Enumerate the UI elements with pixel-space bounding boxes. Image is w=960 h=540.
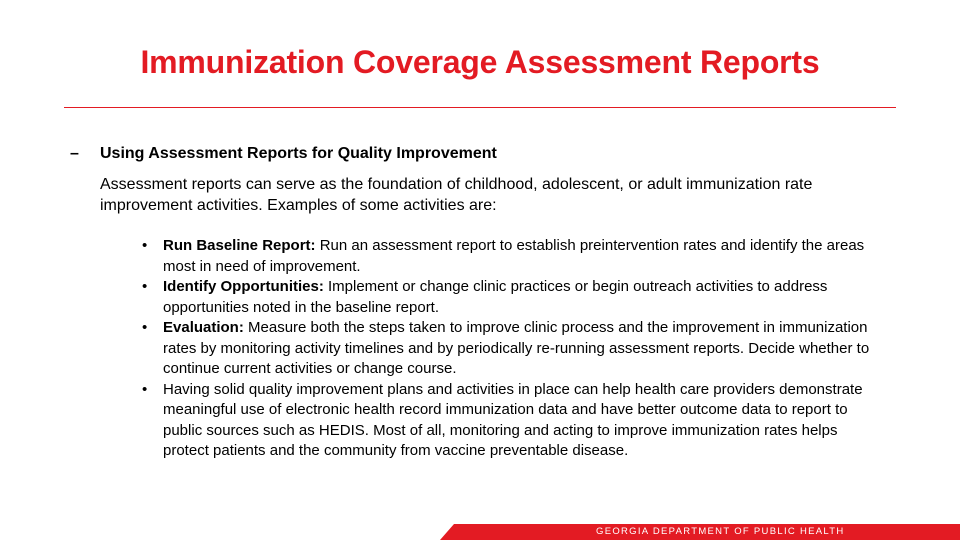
intro-paragraph: Assessment reports can serve as the foundation of childhood, adolescent, or adult immunization rate improvement activities. Examples of some activities are: (100, 176, 813, 214)
bullet-icon: • (142, 380, 148, 398)
list-item (142, 236, 887, 277)
section-heading-text: Using Assessment Reports for Quality Improvement (100, 145, 497, 162)
page-title: Immunization Coverage Assessment Reports (140, 44, 820, 80)
bullet-icon: • (142, 319, 148, 336)
bullet-label: Run Baseline Report: (163, 237, 316, 254)
bullet-label: Evaluation: (163, 319, 244, 336)
bullet-text: Having solid quality improvement plans and activities in place can help health care providers demonstrate meaningful use of electronic health record immunization data and have better outcome data to report to public sources such as HEDIS. Most of all, monitoring and acting to improve immunization rates helps protect patients and the community from vaccine preventable disease. (163, 380, 863, 459)
bullet-icon: • (142, 237, 148, 254)
list-item (142, 318, 887, 380)
dash-marker: – (70, 145, 79, 162)
list-item (142, 277, 887, 318)
title-divider (64, 107, 896, 108)
list-item (142, 380, 887, 462)
bullet-text: Run an assessment report to establish preintervention rates and identify the areas most in need of improvement. (163, 237, 865, 275)
bullet-icon: • (142, 278, 148, 295)
section-heading (70, 145, 910, 163)
bullet-label: Identify Opportunities: (163, 278, 324, 295)
bullet-text: Measure both the steps taken to improve clinic process and the improvement in immunization rates by monitoring activity timelines and by periodically re-running assessment reports. Decide whether to continue current activities or change course. (163, 319, 870, 377)
footer-text: GEORGIA DEPARTMENT OF PUBLIC HEALTH (596, 526, 845, 537)
bullet-text: Implement or change clinic practices or begin outreach activities to address opportunities noted in the baseline report. (163, 278, 828, 316)
activity-list (142, 236, 887, 462)
